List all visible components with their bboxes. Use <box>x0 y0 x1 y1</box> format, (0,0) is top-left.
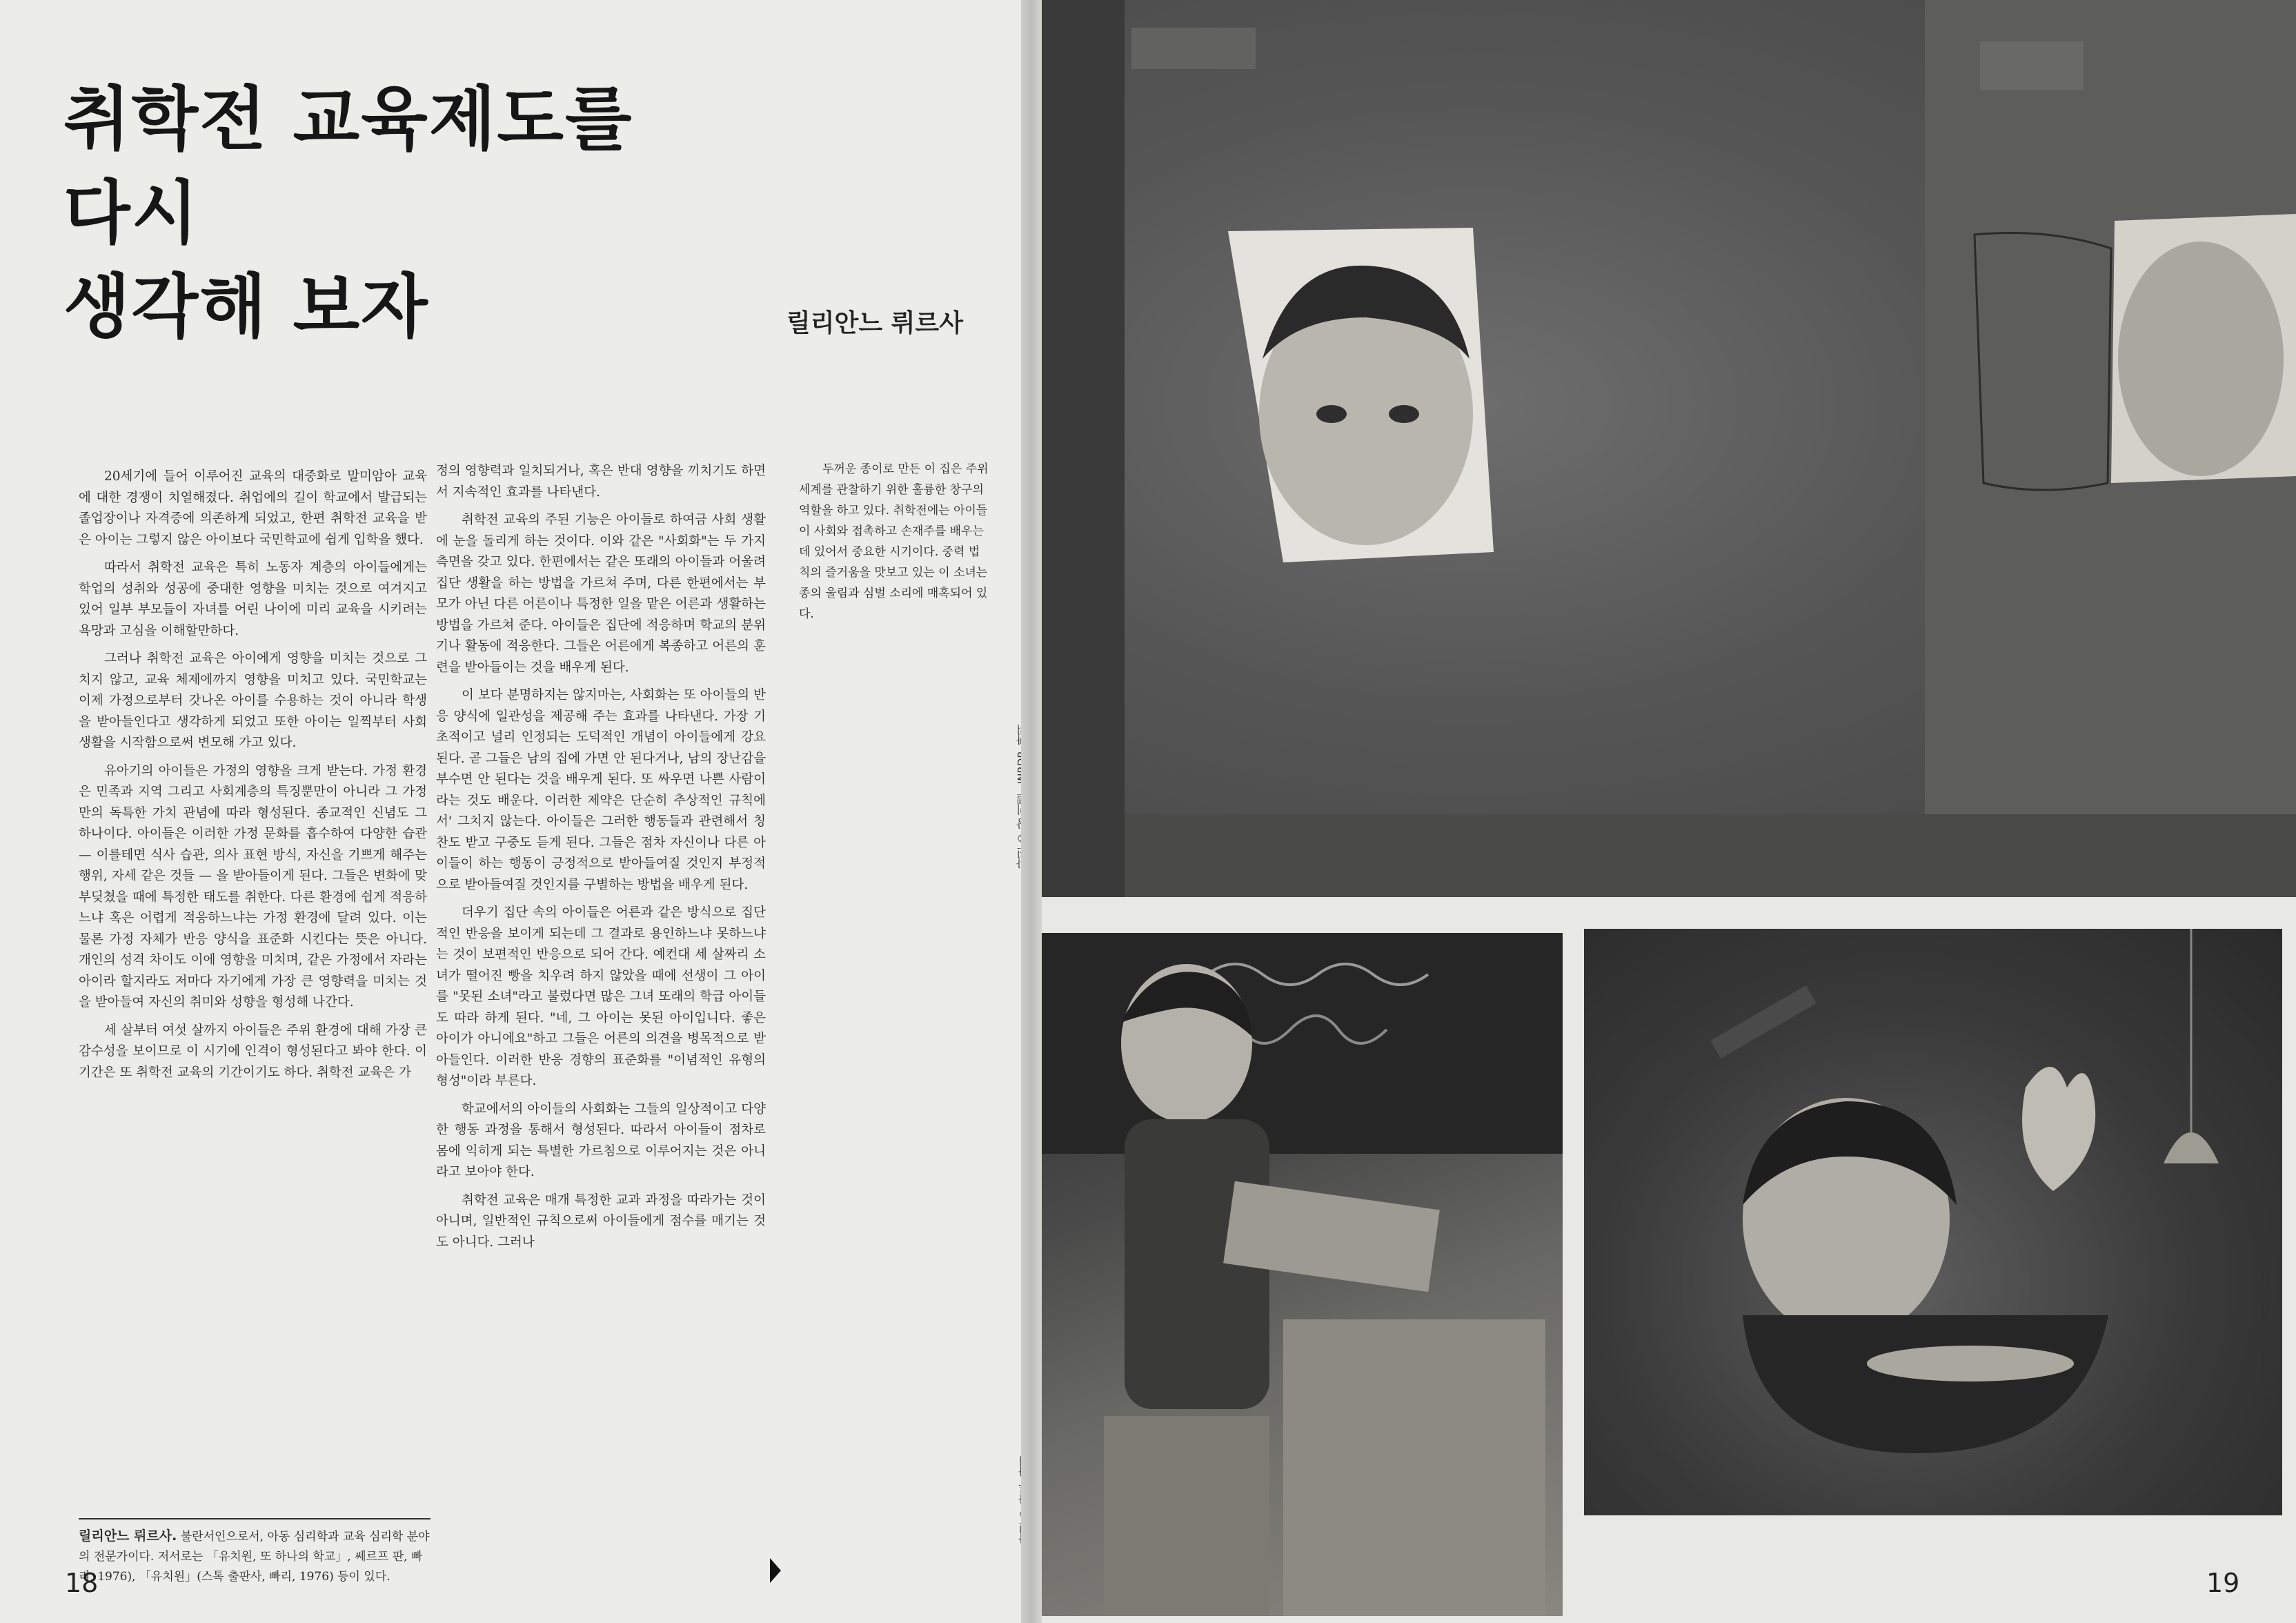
paragraph: 이 보다 분명하지는 않지마는, 사회화는 또 아이들의 반응 양식에 일관성을 제공해 주는 효과를 나타낸다. 가장 기초적이고 널리 인정되는 도덕적인 개념이 아이들에게 강요된다. 곧 그들은 남의 집에 가면 안 된다거나, 남의 장난감을 부수면 안 된다는 것을 배우게 된다. 또 싸우면 나쁜 사람이라는 것도 배운다. 이러한 제약은 단순히 추상적인 규칙에서' 그치지 않는다. 아이들은 그러한 행동들과 관련해서 칭찬도 받고 구중도 듣게 된다. 그들은 점차 자신이나 다른 아이들이 하는 행동이 긍정적으로 받아들여질 것인지 부정적으로 받아들여질 것인지를 구별하는 방법을 배우게 된다. <box>436 688 766 892</box>
chalkboard <box>1035 933 1563 1154</box>
page-number-left: 18 <box>65 1568 99 1598</box>
photo-shadow-edge <box>1028 0 1125 897</box>
photo-boy-blocks <box>1035 933 1563 1616</box>
paragraph: 20세기에 들어 이루어진 교육의 대중화로 말미암아 교육에 대한 경쟁이 치열해졌다. 취업에의 길이 학교에서 발급되는 졸업장이나 자격증에 의존하게 되었고, 한편 취학전 교육을 받은 아이는 그렇지 않은 아이보다 국민학교에 쉽게 입학을 했다. <box>79 469 427 547</box>
bio-divider <box>79 1518 430 1519</box>
author-bio <box>79 1526 430 1587</box>
cymbal-icon <box>1867 1346 2074 1381</box>
page-number-right: 19 <box>2206 1568 2240 1598</box>
floor-shadow <box>1125 814 2296 897</box>
photo-caption: 두꺼운 종이로 만든 이 집은 주위 세계를 관찰하기 위한 훌륭한 창구의 역할을 하고 있다. 취학전에는 아이들이 사회와 접촉하고 손재주를 배우는 데 있어서 중요한 시기이다. 중력 법칙의 즐거움을 맛보고 있는 이 소녀는 종의 울림과 심벌 소리에 매혹되어 있다. <box>799 462 989 621</box>
paragraph: 그러나 취학전 교육은 아이에게 영향을 미치는 것으로 그치지 않고, 교육 체제에까지 영향을 미치고 있다. 국민학교는 이제 가정으로부터 갓나온 아이를 수용하는 것이 아니라 학생을 받아들인다고 생각하게 되었고 또한 아이는 일찍부터 사회 생활을 시작함으로써 변모해 가고 있다. <box>79 651 427 750</box>
block-pile <box>1104 1416 1269 1616</box>
photo-cardboard-house-image <box>1028 0 2296 897</box>
page-title <box>63 72 633 354</box>
author-byline: 릴리안느 뤼르사 <box>786 309 963 337</box>
book-gutter <box>1021 0 1042 1623</box>
photo-girl-bell <box>1584 929 2282 1515</box>
paragraph: 세 살부터 여섯 살까지 아이들은 주위 환경에 대해 가장 큰 감수성을 보이므로 이 시기에 인격이 형성된다고 봐야 한다. 이 기간은 또 취학전 교육의 기간이기도 하다. 취학전 교육은 가 <box>79 1023 427 1080</box>
paragraph: 정의 영향력과 일치되거나, 혹은 반대 영향을 끼치기도 하면서 지속적인 효과를 나타낸다. <box>436 464 766 500</box>
paragraph: 학교에서의 아이들의 사회화는 그들의 일상적이고 다양한 행동 과정을 통해서 형성된다. 따라서 아이들이 점차로 몸에 익히게 되는 특별한 가르침으로 이루어지는 것은 아니라고 보아야 한다. <box>436 1101 766 1179</box>
title-line-2: 다시 <box>63 173 200 253</box>
bio-text: 불란서인으로서, 아동 심리학과 교육 심리학 분야의 전문가이다. 저서로는 「유치원, 또 하나의 학교」, 쎄르프 판, 빠리, 1976), 「유치원」(스톡 출판사, 빠리, 1976) 등이 있다. <box>79 1530 430 1584</box>
child-eye <box>1389 405 1419 423</box>
bio-name: 릴리안느 뤼르사. <box>79 1528 177 1544</box>
block-stack <box>1283 1319 1545 1616</box>
title-line-3: 생각해 보자 <box>63 266 429 347</box>
continue-arrow-icon <box>770 1558 781 1583</box>
photo-credit-bottom-right: 사진 © 장 쉬드르—빠리드파리 <box>2260 1270 2273 1417</box>
photo-girl-bell-image <box>1584 929 2282 1515</box>
photo-boy-blocks-image <box>1035 933 1563 1616</box>
child-eye <box>1316 405 1347 423</box>
tape-patch <box>1980 41 2084 90</box>
paragraph: 더우기 집단 속의 아이들은 어른과 같은 방식으로 집단적인 반응을 보이게 되는데 그 결과로 용인하느냐 못하느냐는 것이 보편적인 반응으로 되어 간다. 예컨대 세 살짜리 소녀가 떨어진 빵을 치우려 하지 않았을 때에 선생이 그 아이를 "못된 소녀"라고 불렀다면 많은 그녀 또래의 학급 아이들도 따라 하게 된다. "네, 그 아이는 못된 아이입니다. 좋은 아이가 아니에요"하고 그들은 어른의 의견을 병목적으로 받아들인다. 이러한 반응 경향의 표준화를 "이념적인 유형의 형성"이라 부른다. <box>436 905 766 1088</box>
paragraph: 취학전 교육은 매개 특정한 교과 과정을 따라가는 것이 아니며, 일반적인 규칙으로써 아이들에게 점수를 매기는 것도 아니다. 그러나 <box>436 1192 766 1250</box>
article-column-2 <box>436 461 766 1260</box>
title-line-1: 취학전 교육제도를 <box>63 79 633 159</box>
paragraph: 취학전 교육의 주된 기능은 아이들로 하여금 사회 생활에 눈을 돌리게 하는 것이다. 이와 같은 "사회화"는 두 가지 측면을 갖고 있다. 한편에서는 같은 또래의 아이들과 어울려 집단 생활을 하는 방법을 가르쳐 주며, 다른 한편에서는 부모가 아닌 다른 어른이나 특정한 일을 맡은 어른과 생활하는 방법을 가르쳐 준다. 아이들은 집단에 적응하며 학교의 분위기나 활동에 적응한다. 그들은 어른에게 복종하고 어른의 훈련을 받아들이는 것을 배우게 된다. <box>436 513 766 675</box>
child-face-right <box>2118 242 2284 476</box>
article-column-1 <box>79 466 427 1090</box>
tape-patch <box>1131 28 1256 69</box>
photo-cardboard-house <box>1028 0 2296 897</box>
paragraph: 따라서 취학전 교육은 특히 노동자 계층의 아이들에게는 학업의 성취와 성공에 중대한 영향을 미치는 것으로 여겨지고 있어 일부 부모들이 자녀를 어린 나이에 미리 교육을 시키려는 욕망과 고심을 이해할만하다. <box>79 560 427 638</box>
paragraph: 유아기의 아이들은 가정의 영향을 크게 받는다. 가정 환경은 민족과 지역 그리고 사회계층의 특징뿐만이 아니라 그 가정만의 독특한 가치 관념에 따라 형성된다. 종교적인 신념도 그 하나이다. 아이들은 이러한 가정 문화를 흡수하여 다양한 습관 — 이를테면 식사 습관, 의사 표현 방식, 자신을 기쁘게 해주는 행위, 자세 같은 것들 — 을 받아들이게 된다. 그들은 변화에 맞부딪쳤을 때에 특정한 태도를 취한다. 다른 환경에 쉽게 적응하느냐 혹은 어렵게 적응하느냐는 가정 환경에 달려 있다. 이는 물론 가정 자체가 반응 양식을 표준화 시킨다는 뜻은 아니다. 개인의 성격 차이도 이에 영향을 미치며, 같은 가정에서 자라는 아이라 할지라도 저마다 자기에게 가장 큰 영향력을 미치는 것을 받아들여 자신의 취미와 성향을 형성해 나간다. <box>79 763 427 1010</box>
left-page <box>0 0 1028 1623</box>
